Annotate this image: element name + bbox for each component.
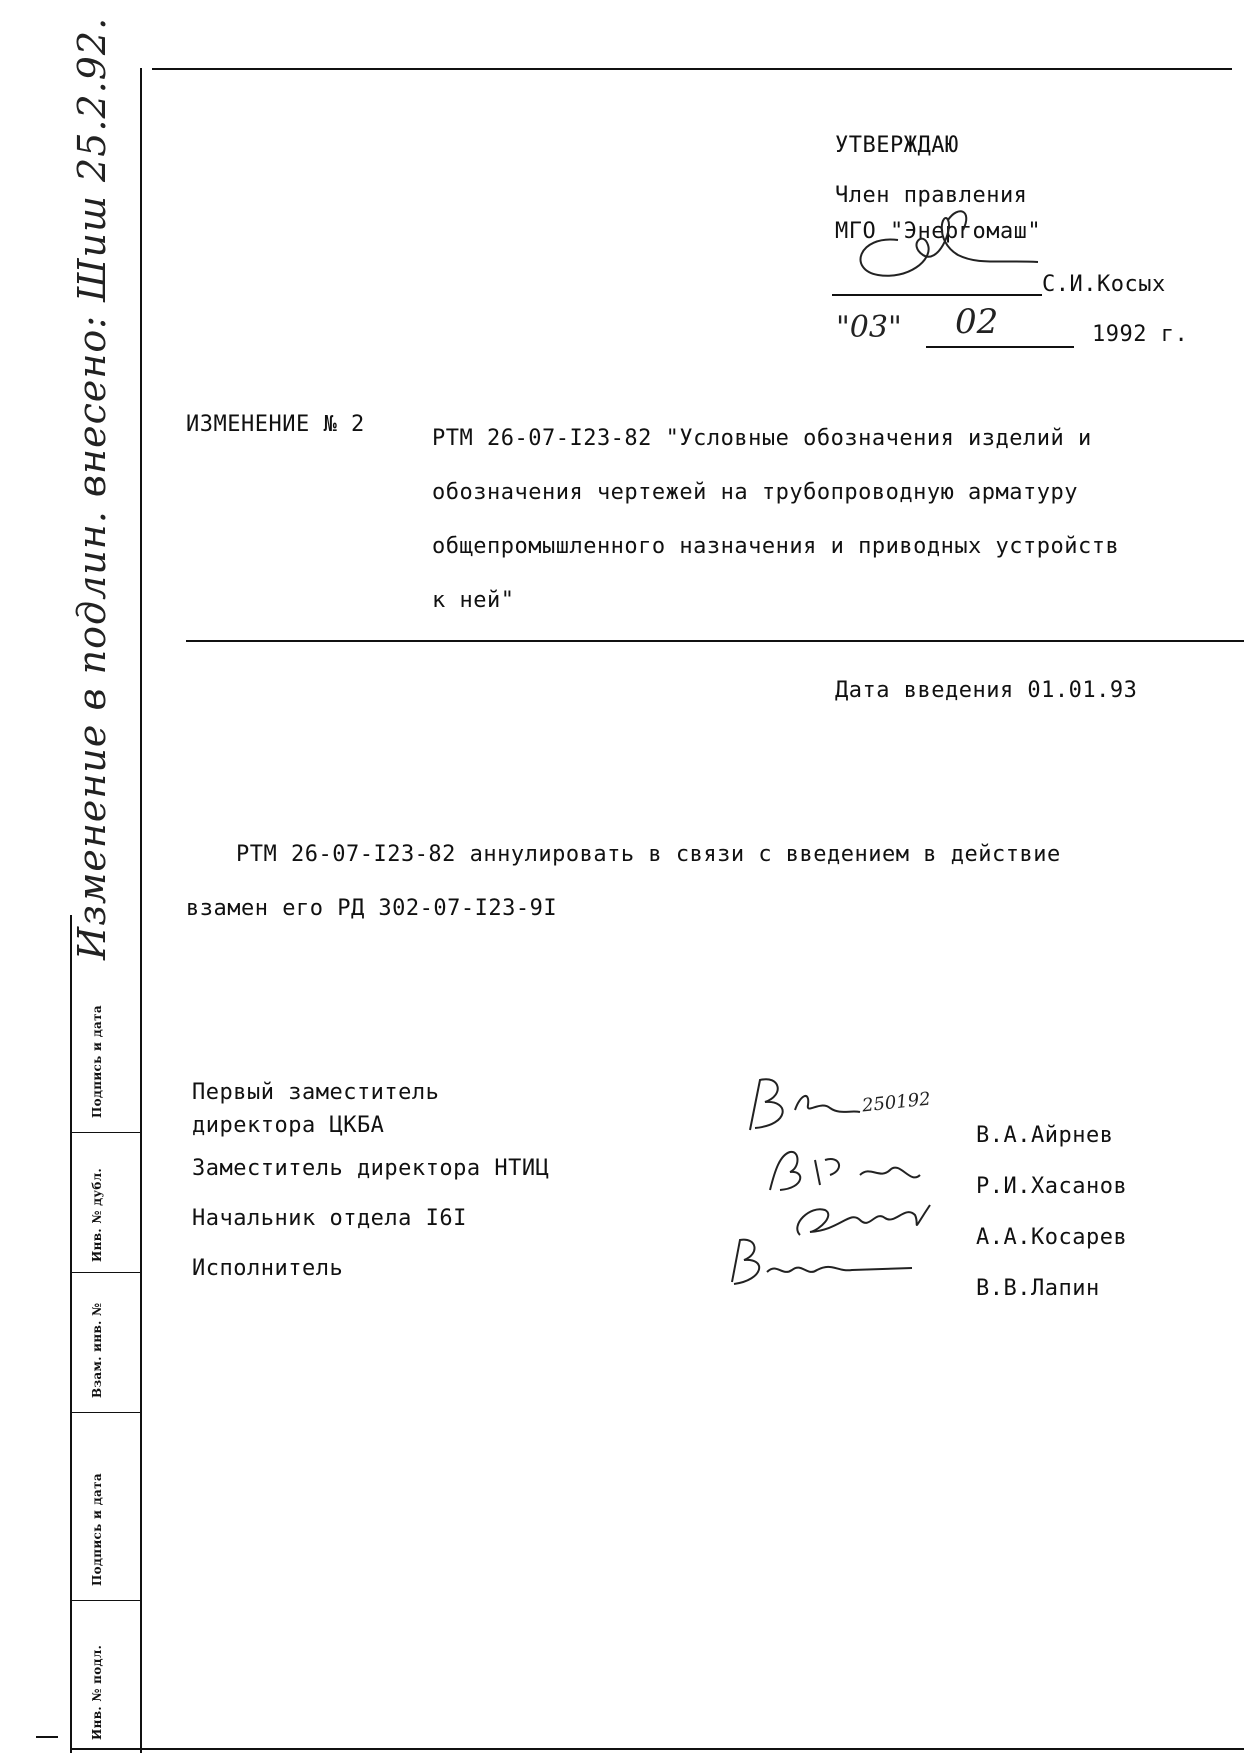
signatory-name: Р.И.Хасанов bbox=[976, 1174, 1128, 1199]
change-line: обозначения чертежей на трубопроводную арматуру bbox=[432, 480, 1079, 505]
signatory-role: директора ЦКБА bbox=[192, 1113, 385, 1138]
signatory-name: А.А.Косарев bbox=[976, 1225, 1128, 1250]
signatory-role: Начальник отдела I6I bbox=[192, 1206, 467, 1231]
approval-title: УТВЕРЖДАЮ bbox=[835, 133, 959, 158]
change-description bbox=[432, 412, 1119, 628]
bottom-border-line bbox=[70, 1748, 1244, 1750]
signatory-role: Исполнитель bbox=[192, 1256, 344, 1281]
approval-signature bbox=[838, 200, 1048, 300]
bottom-left-tick bbox=[36, 1736, 58, 1738]
approval-name: С.И.Косых bbox=[1042, 272, 1166, 297]
change-separator-line bbox=[186, 640, 1244, 642]
stamp-label-signature-date-2: Подпись и дата bbox=[90, 1473, 104, 1586]
stamp-label-replacement-inventory: Взам. инв. № bbox=[90, 1302, 104, 1398]
stamp-divider bbox=[70, 1132, 142, 1133]
handwritten-sign-date: 250192 bbox=[861, 1088, 932, 1117]
margin-change-note: Изменение в подлин. внесено: Шиш 25.2.92. bbox=[70, 16, 114, 960]
signatory-name: В.А.Айрнев bbox=[976, 1123, 1114, 1148]
signatory-role: Первый заместитель bbox=[192, 1080, 440, 1105]
stamp-label-dup-inventory: Инв. № дубл. bbox=[90, 1168, 104, 1262]
stamp-divider bbox=[70, 1600, 142, 1601]
effective-date: Дата введения 01.01.93 bbox=[835, 678, 1138, 703]
signatory-roles bbox=[192, 1078, 549, 1294]
change-number: ИЗМЕНЕНИЕ № 2 bbox=[186, 412, 365, 437]
approval-position-line2: МГО "Энергомаш" bbox=[835, 219, 1042, 244]
signatory-role: Заместитель директора НТИЦ bbox=[192, 1156, 550, 1181]
main-text-line1: РТМ 26-07-I23-82 аннулировать в связи с введением в действие bbox=[236, 842, 1061, 867]
change-line: РТМ 26-07-I23-82 "Условные обозначения изделий и bbox=[432, 426, 1092, 451]
approval-date-month: 02 bbox=[955, 302, 999, 342]
change-line: к ней" bbox=[432, 588, 515, 613]
main-text-line2: взамен его РД 302-07-I23-9I bbox=[186, 896, 558, 921]
change-line: общепромышленного назначения и приводных устройств bbox=[432, 534, 1120, 559]
stamp-label-original-inventory: Инв. № подл. bbox=[90, 1644, 104, 1740]
stamp-divider bbox=[70, 1412, 142, 1413]
stamp-divider bbox=[70, 1272, 142, 1273]
stamp-column-left-line bbox=[70, 915, 72, 1753]
approval-date-month-line bbox=[926, 346, 1074, 348]
approval-date-year: 1992 г. bbox=[1092, 322, 1189, 347]
left-border-line bbox=[140, 68, 142, 1753]
signatory-name: В.В.Лапин bbox=[976, 1276, 1100, 1301]
stamp-label-signature-date: Подпись и дата bbox=[90, 1005, 104, 1118]
signatory-names bbox=[976, 1110, 1127, 1314]
approval-position-line1: Член правления bbox=[835, 183, 1028, 208]
top-border-line bbox=[152, 68, 1232, 70]
signature-lapin bbox=[722, 1232, 922, 1292]
main-text bbox=[186, 828, 1061, 936]
approval-date-day: "03" bbox=[836, 310, 902, 345]
